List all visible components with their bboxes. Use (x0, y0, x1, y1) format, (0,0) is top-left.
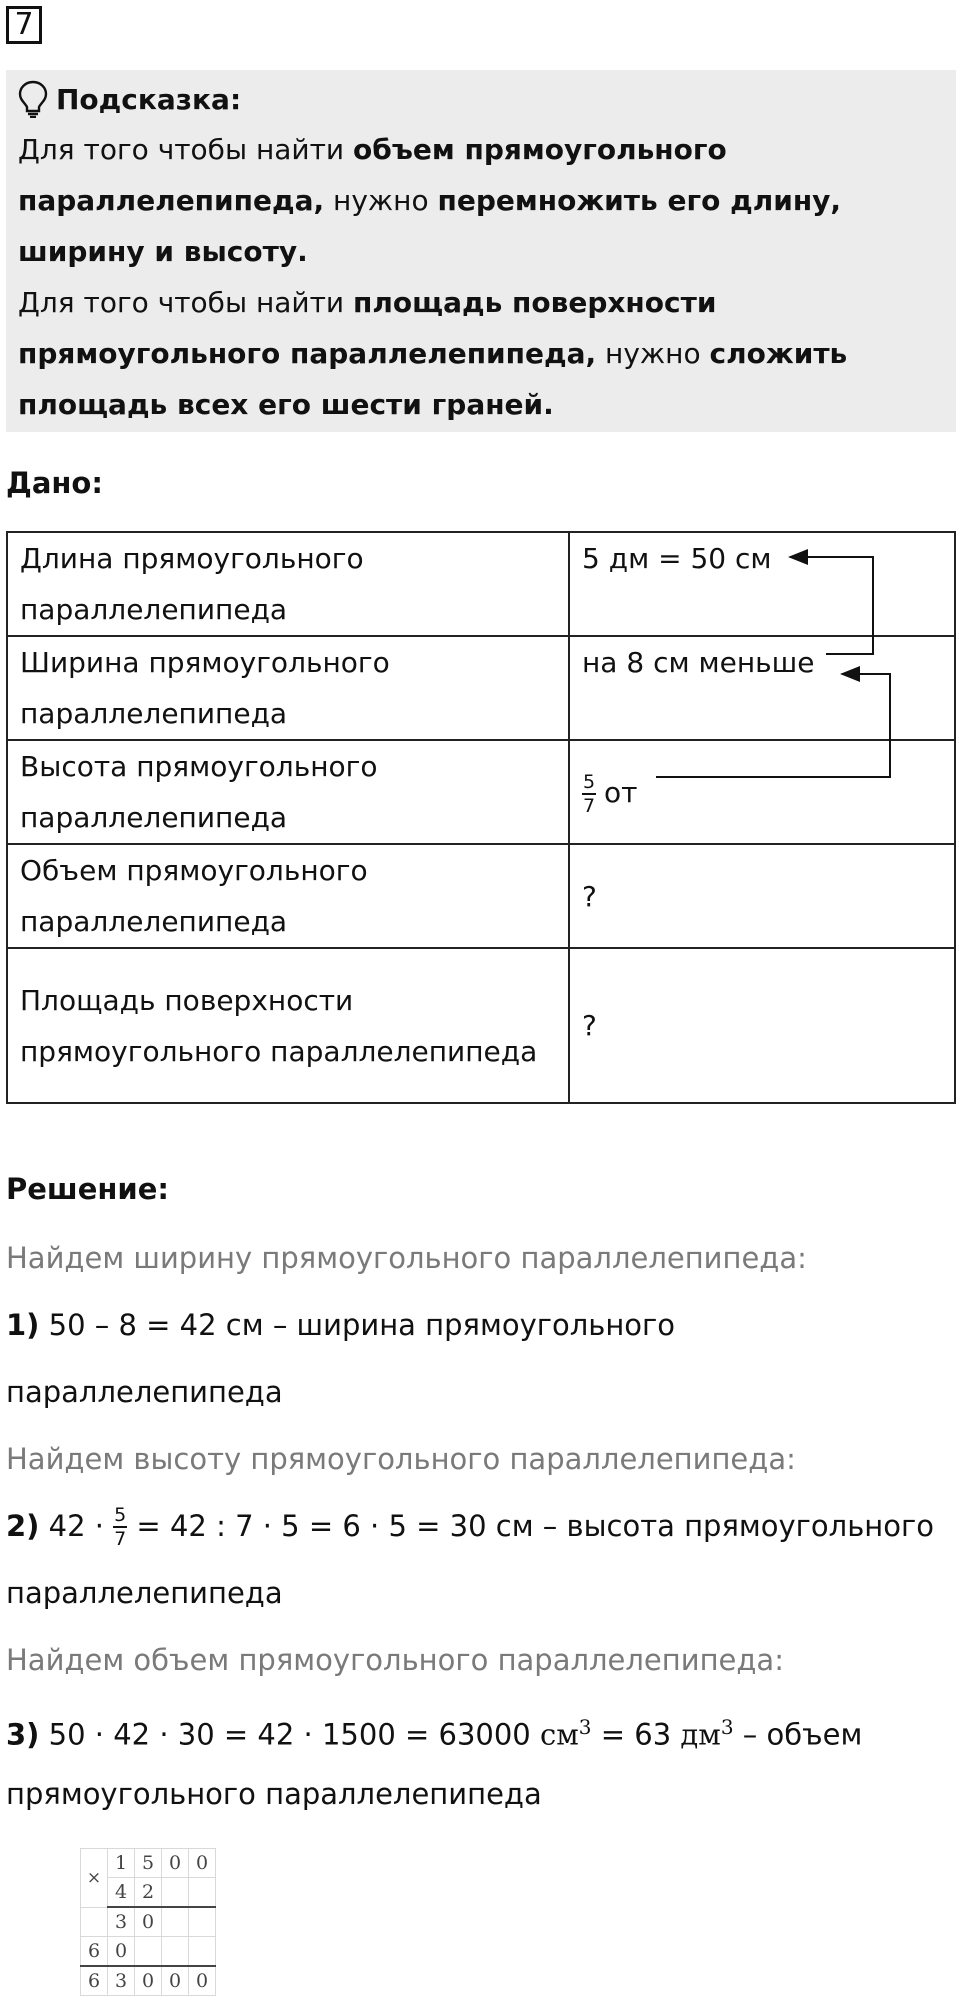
mult-digit: 5 (135, 1849, 162, 1878)
hint-header (18, 74, 944, 124)
mult-digit (162, 1937, 189, 1967)
mult-digit (162, 1878, 189, 1908)
mult-digit: 4 (108, 1878, 135, 1908)
mult-digit (189, 1907, 216, 1937)
given-value (569, 636, 955, 740)
given-table (6, 531, 956, 1104)
hint-paragraph-volume (18, 124, 944, 277)
mult-row (81, 1907, 216, 1937)
step1-continuation: параллелепипеда (6, 1375, 283, 1409)
table-row (7, 740, 955, 844)
column-multiplication (80, 1848, 216, 1996)
given-label: Площадь поверхности прямоугольного параллелепипеда (7, 948, 569, 1103)
mult-digit: 6 (81, 1937, 108, 1967)
step-expression: 50 – 8 = 42 см – ширина прямоугольного (39, 1308, 676, 1342)
mult-digit: 0 (135, 1907, 162, 1937)
given-value: ? (569, 948, 955, 1103)
step3-line (6, 1694, 956, 1761)
hint-bold-term: объем прямоугольного параллелепипеда, (18, 133, 727, 217)
mult-digit: 3 (108, 1966, 135, 1996)
fraction (113, 1504, 127, 1550)
hint-bold-term: площадь поверхности прямоугольного параллелепипеда, (18, 286, 717, 370)
mult-digit (162, 1907, 189, 1937)
unit-exponent: 3 (720, 1715, 734, 1739)
step2-intro: Найдем высоту прямоугольного параллелепипеда: (6, 1442, 796, 1476)
hint-paragraph-area (18, 277, 944, 430)
fraction-denominator: 7 (582, 794, 596, 817)
given-label: Объем прямоугольного параллелепипеда (7, 844, 569, 948)
mult-digit: 2 (135, 1878, 162, 1908)
step1-line (6, 1292, 956, 1359)
step-expression: = 63 (591, 1717, 681, 1752)
mult-digit: 0 (189, 1966, 216, 1996)
solution-body (6, 1225, 956, 1828)
step-number: 2) (6, 1509, 40, 1543)
mult-digit (135, 1937, 162, 1967)
given-value (569, 740, 955, 844)
given-value-text: 5 дм = 50 см (582, 542, 772, 575)
mult-digit: 1 (108, 1849, 135, 1878)
table-row (7, 532, 955, 636)
hint-text: нужно (324, 184, 438, 217)
hint-text: Для того чтобы найти (18, 133, 354, 166)
given-title: Дано: (6, 466, 103, 500)
mult-digit: 0 (189, 1849, 216, 1878)
given-value: ? (569, 844, 955, 948)
times-sign: × (81, 1849, 108, 1908)
hint-bold-rule: сложить площадь всех его шести граней. (18, 337, 848, 421)
unit-dm: дм (680, 1717, 721, 1752)
mult-row (81, 1966, 216, 1996)
mult-digit: 6 (81, 1966, 108, 1996)
mult-digit: 0 (108, 1937, 135, 1967)
step-expression: 50 · 42 · 30 = 42 · 1500 = 63000 (39, 1717, 540, 1752)
step3-intro: Найдем объем прямоугольного параллелепипеда: (6, 1643, 784, 1677)
mult-digit: 0 (162, 1966, 189, 1996)
unit-cm: см (539, 1717, 579, 1752)
step-expression: = 42 : 7 · 5 = 6 · 5 = 30 см – высота прямоугольного (127, 1509, 934, 1543)
mult-digit (189, 1878, 216, 1908)
solution-title: Решение: (6, 1172, 170, 1206)
hint-box (6, 70, 956, 432)
hint-text: нужно (596, 337, 710, 370)
given-label: Длина прямоугольного параллелепипеда (7, 532, 569, 636)
table-row (7, 948, 955, 1103)
mult-row (81, 1849, 216, 1878)
hint-title: Подсказка: (56, 82, 242, 116)
table-row (7, 844, 955, 948)
hint-bold-rule: перемножить его длину, ширину и высоту. (18, 184, 842, 268)
step2-continuation: параллелепипеда (6, 1576, 283, 1610)
given-value (569, 532, 955, 636)
mult-digit: 0 (162, 1849, 189, 1878)
fraction-numerator: 5 (114, 1503, 127, 1526)
step1-intro: Найдем ширину прямоугольного параллелепипеда: (6, 1241, 807, 1275)
step2-line (6, 1493, 956, 1560)
step-expression: – объем (733, 1717, 863, 1752)
mult-row (81, 1937, 216, 1967)
given-value-text: от (604, 775, 638, 809)
given-value-text: на 8 см меньше (582, 646, 815, 679)
mult-digit (189, 1937, 216, 1967)
hint-text: Для того чтобы найти (18, 286, 354, 319)
mult-digit: 3 (108, 1907, 135, 1937)
unit-exponent: 3 (578, 1715, 592, 1739)
mult-digit (81, 1907, 108, 1937)
step-number: 3) (6, 1717, 40, 1752)
step-number: 1) (6, 1308, 40, 1342)
task-number: 7 (6, 6, 42, 44)
step3-continuation: прямоугольного параллелепипеда (6, 1777, 542, 1811)
given-label: Высота прямоугольного параллелепипеда (7, 740, 569, 844)
fraction-numerator: 5 (582, 770, 596, 793)
fraction-denominator: 7 (114, 1527, 127, 1550)
given-label: Ширина прямоугольного параллелепипеда (7, 636, 569, 740)
mult-digit: 0 (135, 1966, 162, 1996)
lightbulb-icon (18, 80, 48, 118)
fraction (582, 771, 596, 817)
table-row (7, 636, 955, 740)
step-expression: 42 · (39, 1509, 114, 1543)
